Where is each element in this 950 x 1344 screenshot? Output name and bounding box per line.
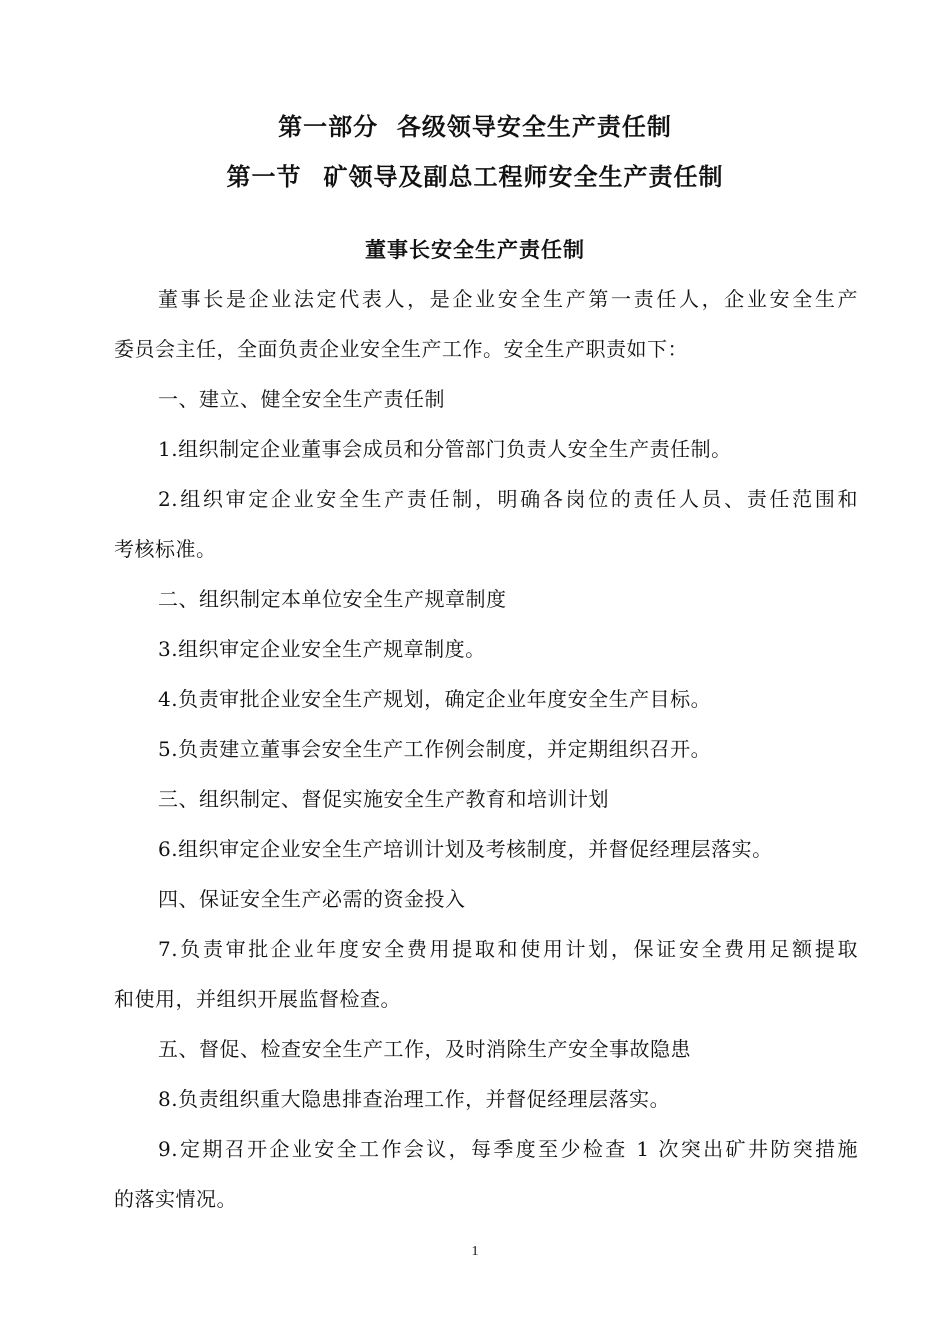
role-title: 董事长安全生产责任制 [365,238,585,262]
part-title: 第一部分 各级领导安全生产责任制 [278,113,672,141]
list-item-continuation: 的落实情况。 [114,1187,237,1211]
list-item: 8.负责组织重大隐患排查治理工作，并督促经理层落实。 [158,1087,671,1111]
section-heading-line: 三、组织制定、督促实施安全生产教育和培训计划 [158,787,609,811]
list-item: 9.定期召开企业安全工作会议，每季度至少检查 1 次突出矿井防突措施 [158,1137,858,1161]
list-item: 7.负责审批企业年度安全费用提取和使用计划，保证安全费用足额提取 [158,937,858,961]
list-item: 6.组织审定企业安全生产培训计划及考核制度，并督促经理层落实。 [158,837,773,861]
section-heading-line: 二、组织制定本单位安全生产规章制度 [158,587,507,611]
list-item: 3.组织审定企业安全生产规章制度。 [158,637,486,661]
list-item: 4.负责审批企业安全生产规划，确定企业年度安全生产目标。 [158,687,712,711]
list-item: 5.负责建立董事会安全生产工作例会制度，并定期组织召开。 [158,737,712,761]
paragraph-line: 董事长是企业法定代表人，是企业安全生产第一责任人，企业安全生产 [158,287,858,311]
section-heading-line: 一、建立、健全安全生产责任制 [158,387,445,411]
section-name: 矿领导及副总工程师安全生产责任制 [323,163,724,191]
list-item: 2.组织审定企业安全生产责任制，明确各岗位的责任人员、责任范围和 [158,487,858,511]
section-title [0,157,950,192]
list-item: 1.组织制定企业董事会成员和分管部门负责人安全生产责任制。 [158,437,732,461]
section-heading-line: 五、督促、检查安全生产工作，及时消除生产安全事故隐患 [158,1037,691,1061]
section-heading-line: 四、保证安全生产必需的资金投入 [158,887,466,911]
page-number: 1 [471,1244,479,1259]
section-label: 第一节 [226,163,302,191]
paragraph-line: 委员会主任，全面负责企业安全生产工作。安全生产职责如下： [114,337,688,361]
list-item-continuation: 考核标准。 [114,537,217,561]
list-item-continuation: 和使用，并组织开展监督检查。 [114,987,401,1011]
